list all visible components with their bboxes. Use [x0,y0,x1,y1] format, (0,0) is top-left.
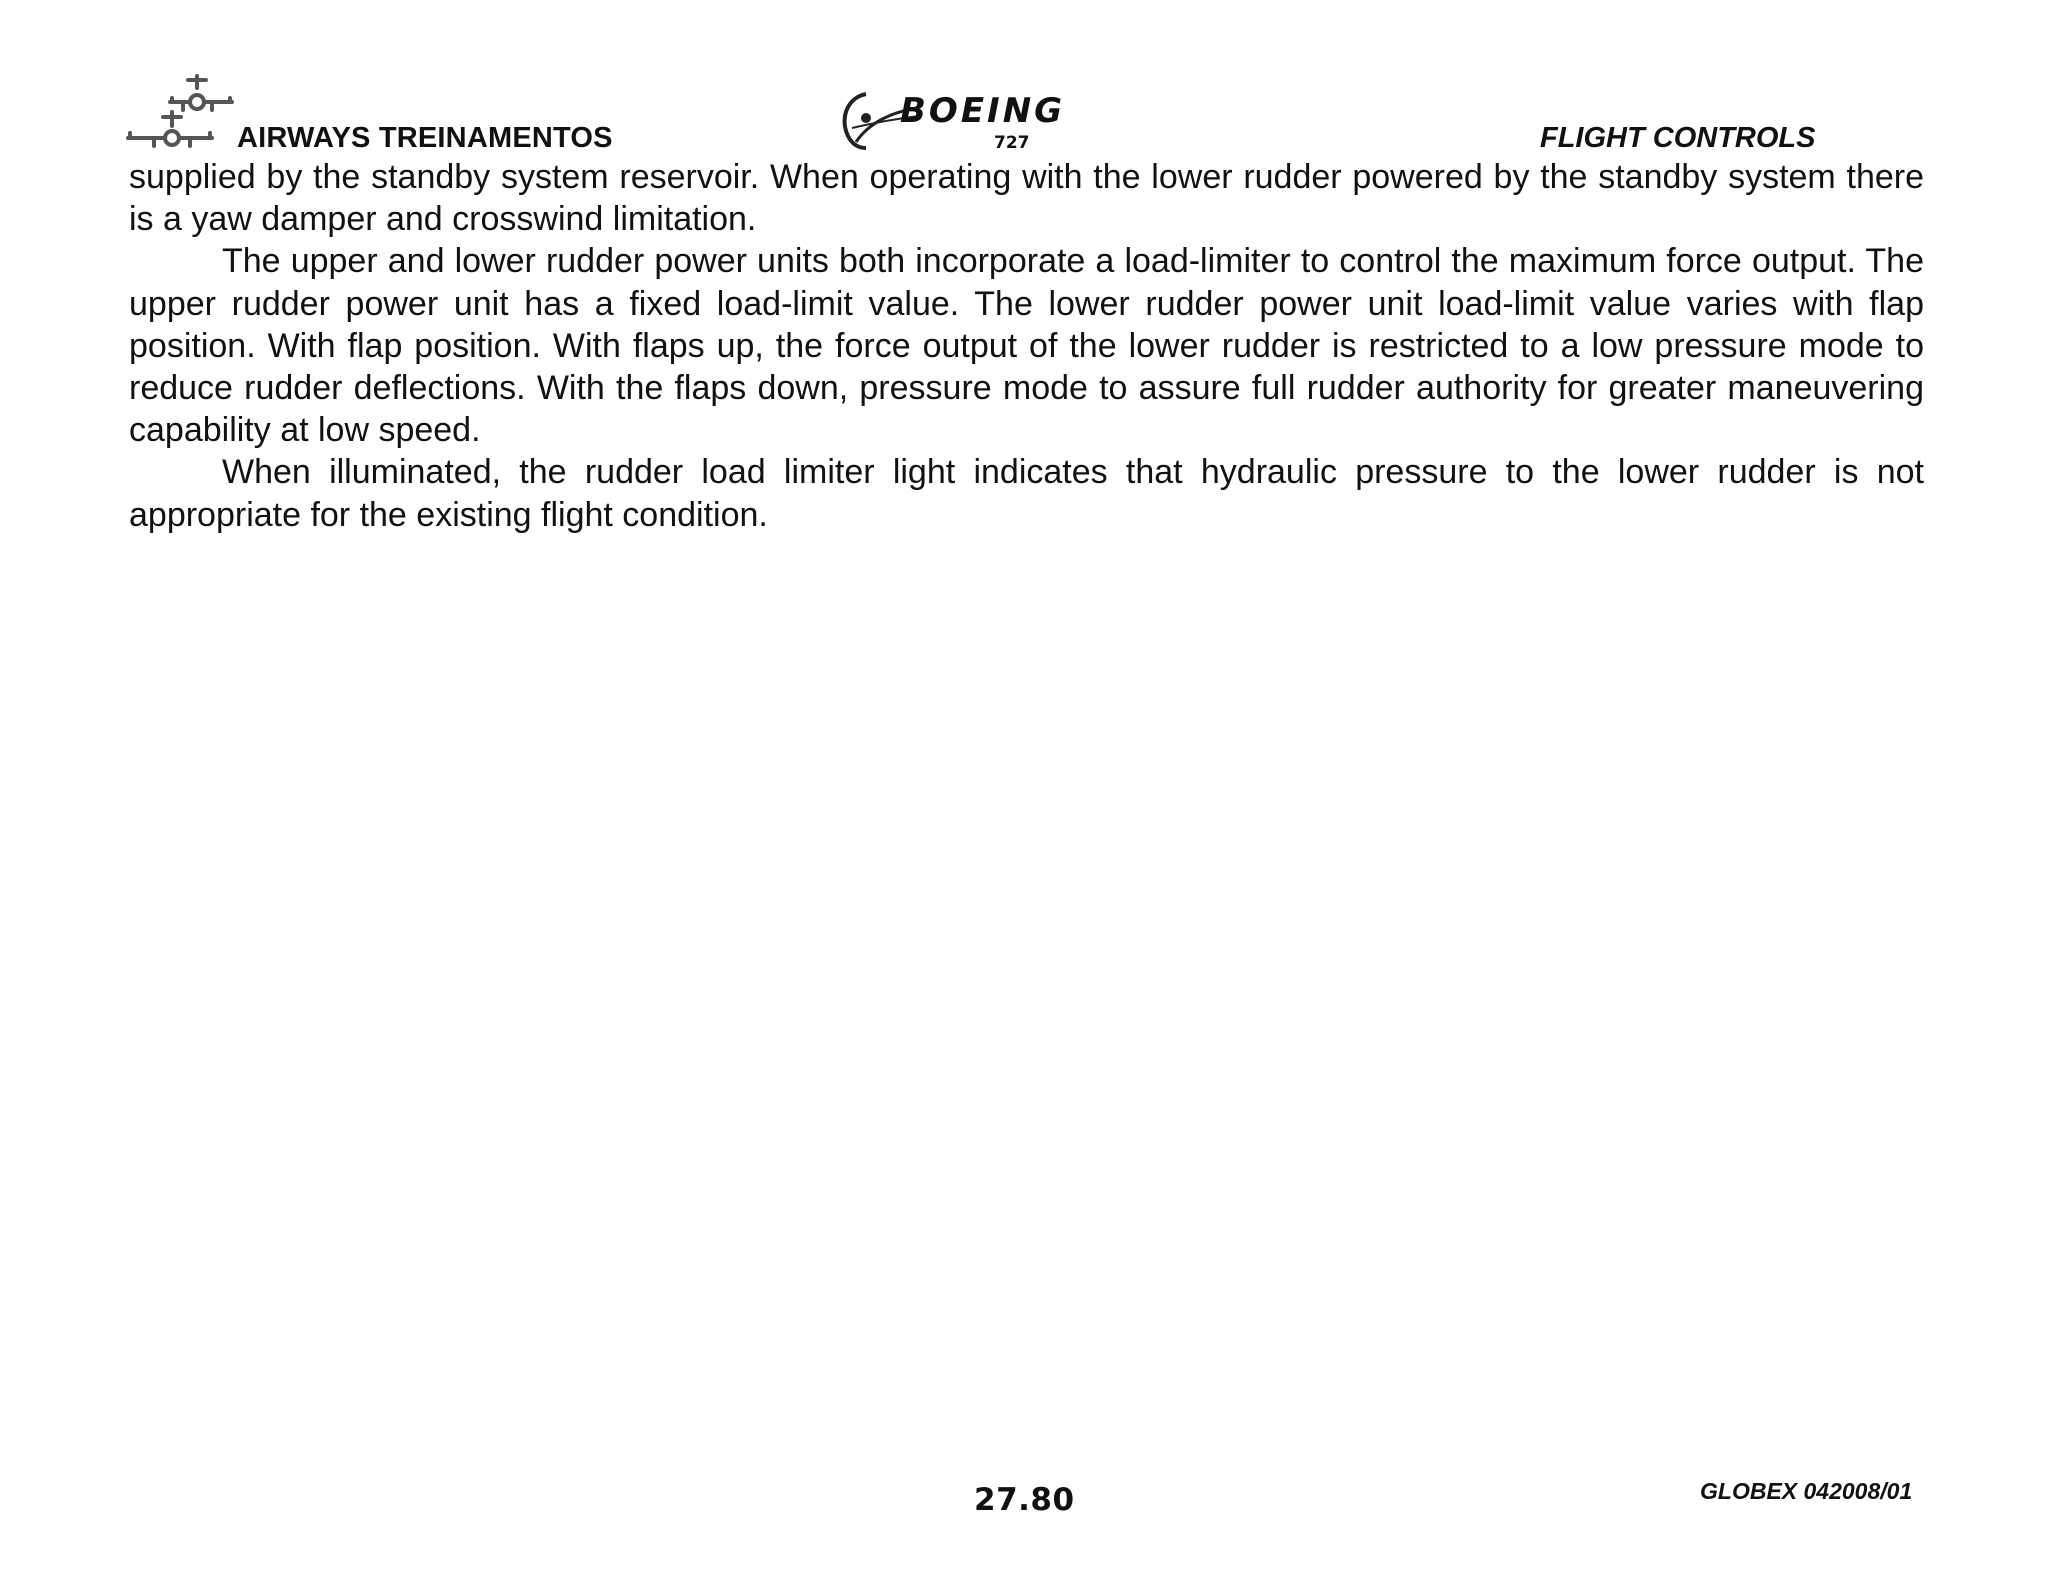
airplanes-logo-icon [126,72,238,148]
page-number: 27.80 [974,1482,1075,1518]
paragraph-3: When illuminated, the rudder load limiter light indicates that hydraulic pressure to the lower rudder is not appropriate for the existing flight condition. [129,453,1924,534]
company-name: AIRWAYS TREINAMENTOS [237,122,613,154]
page-header [0,0,2048,160]
brand-model: 727 [994,133,1030,153]
document-code: GLOBEX 042008/01 [1700,1478,1913,1504]
boeing-logo-icon [838,84,1118,156]
brand-wordmark: BOEING [900,91,1066,131]
paragraph-2: The upper and lower rudder power units both incorporate a load-limiter to control the maximum force output. The upper rudder power unit has a fixed load-limit value. The lower rudder power unit load-limit value varies with flap position. With flap position. With flaps up, the force output of the lower rudder is restricted to a low pressure mode to reduce rudder deflections. With the flaps down, pressure mode to assure full rudder authority for greater maneuvering capability at low speed. [129,242,1924,450]
paragraph-1: supplied by the standby system reservoir. When operating with the lower rudder powered by the standby system there is a yaw damper and crosswind limitation. [129,158,1924,239]
section-title: FLIGHT CONTROLS [1540,122,1816,154]
body-text [129,156,1924,536]
